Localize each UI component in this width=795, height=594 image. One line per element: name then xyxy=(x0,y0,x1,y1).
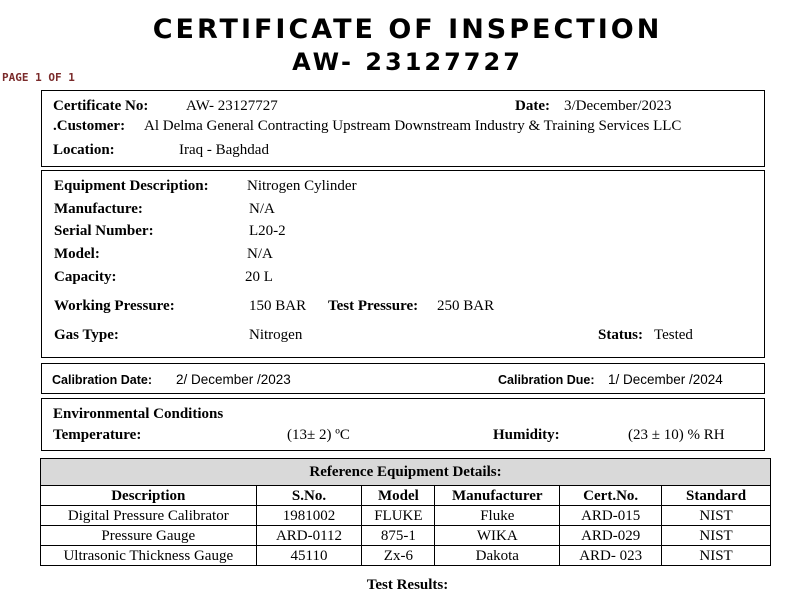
table-cell: 875-1 xyxy=(362,526,435,546)
cert-no-label: Certificate No: xyxy=(53,98,149,114)
date-value: 3/December/2023 xyxy=(564,98,672,114)
table-cell: Pressure Gauge xyxy=(41,526,257,546)
document-title: CERTIFICATE OF INSPECTION xyxy=(152,14,663,45)
equipment-description-value: Nitrogen Cylinder xyxy=(247,178,357,194)
table-cell: ARD- 023 xyxy=(560,546,662,566)
temperature-label: Temperature: xyxy=(53,427,142,443)
customer-value: Al Delma General Contracting Upstream Downstream Industry & Training Services LLC xyxy=(144,118,682,134)
test-pressure-label: Test Pressure: xyxy=(328,298,419,314)
table-cell: Digital Pressure Calibrator xyxy=(41,506,257,526)
gas-type-value: Nitrogen xyxy=(249,327,303,343)
location-value: Iraq - Baghdad xyxy=(179,142,269,158)
customer-label: .Customer: xyxy=(53,118,126,134)
calibration-date-label: Calibration Date: xyxy=(52,373,153,387)
column-header: Cert.No. xyxy=(560,486,662,506)
model-label: Model: xyxy=(54,246,100,262)
column-header: Manufacturer xyxy=(435,486,560,506)
serial-number-label: Serial Number: xyxy=(54,223,154,239)
capacity-value: 20 L xyxy=(245,269,273,285)
certificate-info-box xyxy=(41,90,765,167)
table-row xyxy=(41,546,771,566)
table-cell: NIST xyxy=(662,506,771,526)
column-header: Description xyxy=(41,486,257,506)
table-header-row xyxy=(41,486,771,506)
temperature-value: (13± 2) ºC xyxy=(287,427,350,443)
reference-heading: Reference Equipment Details: xyxy=(41,459,771,486)
manufacture-label: Manufacture: xyxy=(54,201,143,217)
capacity-label: Capacity: xyxy=(54,269,117,285)
equipment-box xyxy=(41,170,765,358)
manufacture-value: N/A xyxy=(249,201,275,217)
table-cell: 1981002 xyxy=(256,506,362,526)
working-pressure-label: Working Pressure: xyxy=(54,298,175,314)
model-value: N/A xyxy=(247,246,273,262)
humidity-label: Humidity: xyxy=(493,427,560,443)
table-cell: Zx-6 xyxy=(362,546,435,566)
test-results-heading: Test Results: xyxy=(366,577,449,593)
date-label: Date: xyxy=(515,98,550,114)
reference-equipment-table xyxy=(40,458,771,566)
column-header: Model xyxy=(362,486,435,506)
table-cell: ARD-029 xyxy=(560,526,662,546)
table-cell: FLUKE xyxy=(362,506,435,526)
table-cell: ARD-0112 xyxy=(256,526,362,546)
certificate-code-title: AW- 23127727 xyxy=(292,48,523,76)
cert-no-value: AW- 23127727 xyxy=(186,98,278,114)
table-cell: NIST xyxy=(662,546,771,566)
status-label: Status: xyxy=(598,327,644,343)
environment-heading: Environmental Conditions xyxy=(53,406,224,422)
status-value: Tested xyxy=(654,327,693,343)
table-cell: ARD-015 xyxy=(560,506,662,526)
table-cell: Ultrasonic Thickness Gauge xyxy=(41,546,257,566)
table-row xyxy=(41,506,771,526)
table-cell: 45110 xyxy=(256,546,362,566)
column-header: Standard xyxy=(662,486,771,506)
environment-box xyxy=(41,398,765,451)
location-label: Location: xyxy=(53,142,115,158)
table-cell: NIST xyxy=(662,526,771,546)
humidity-value: (23 ± 10) % RH xyxy=(628,427,725,443)
serial-number-value: L20-2 xyxy=(249,223,286,239)
calibration-due-label: Calibration Due: xyxy=(498,373,595,387)
table-cell: Dakota xyxy=(435,546,560,566)
table-row xyxy=(41,526,771,546)
calibration-box xyxy=(41,363,765,394)
page-indicator: PAGE 1 OF 1 xyxy=(2,71,75,84)
table-cell: Fluke xyxy=(435,506,560,526)
calibration-due-value: 1/ December /2024 xyxy=(608,372,723,387)
working-pressure-value: 150 BAR xyxy=(249,298,307,314)
equipment-description-label: Equipment Description: xyxy=(54,178,209,194)
table-cell: WIKA xyxy=(435,526,560,546)
test-pressure-value: 250 BAR xyxy=(437,298,495,314)
calibration-date-value: 2/ December /2023 xyxy=(176,372,291,387)
gas-type-label: Gas Type: xyxy=(54,327,119,343)
column-header: S.No. xyxy=(256,486,362,506)
